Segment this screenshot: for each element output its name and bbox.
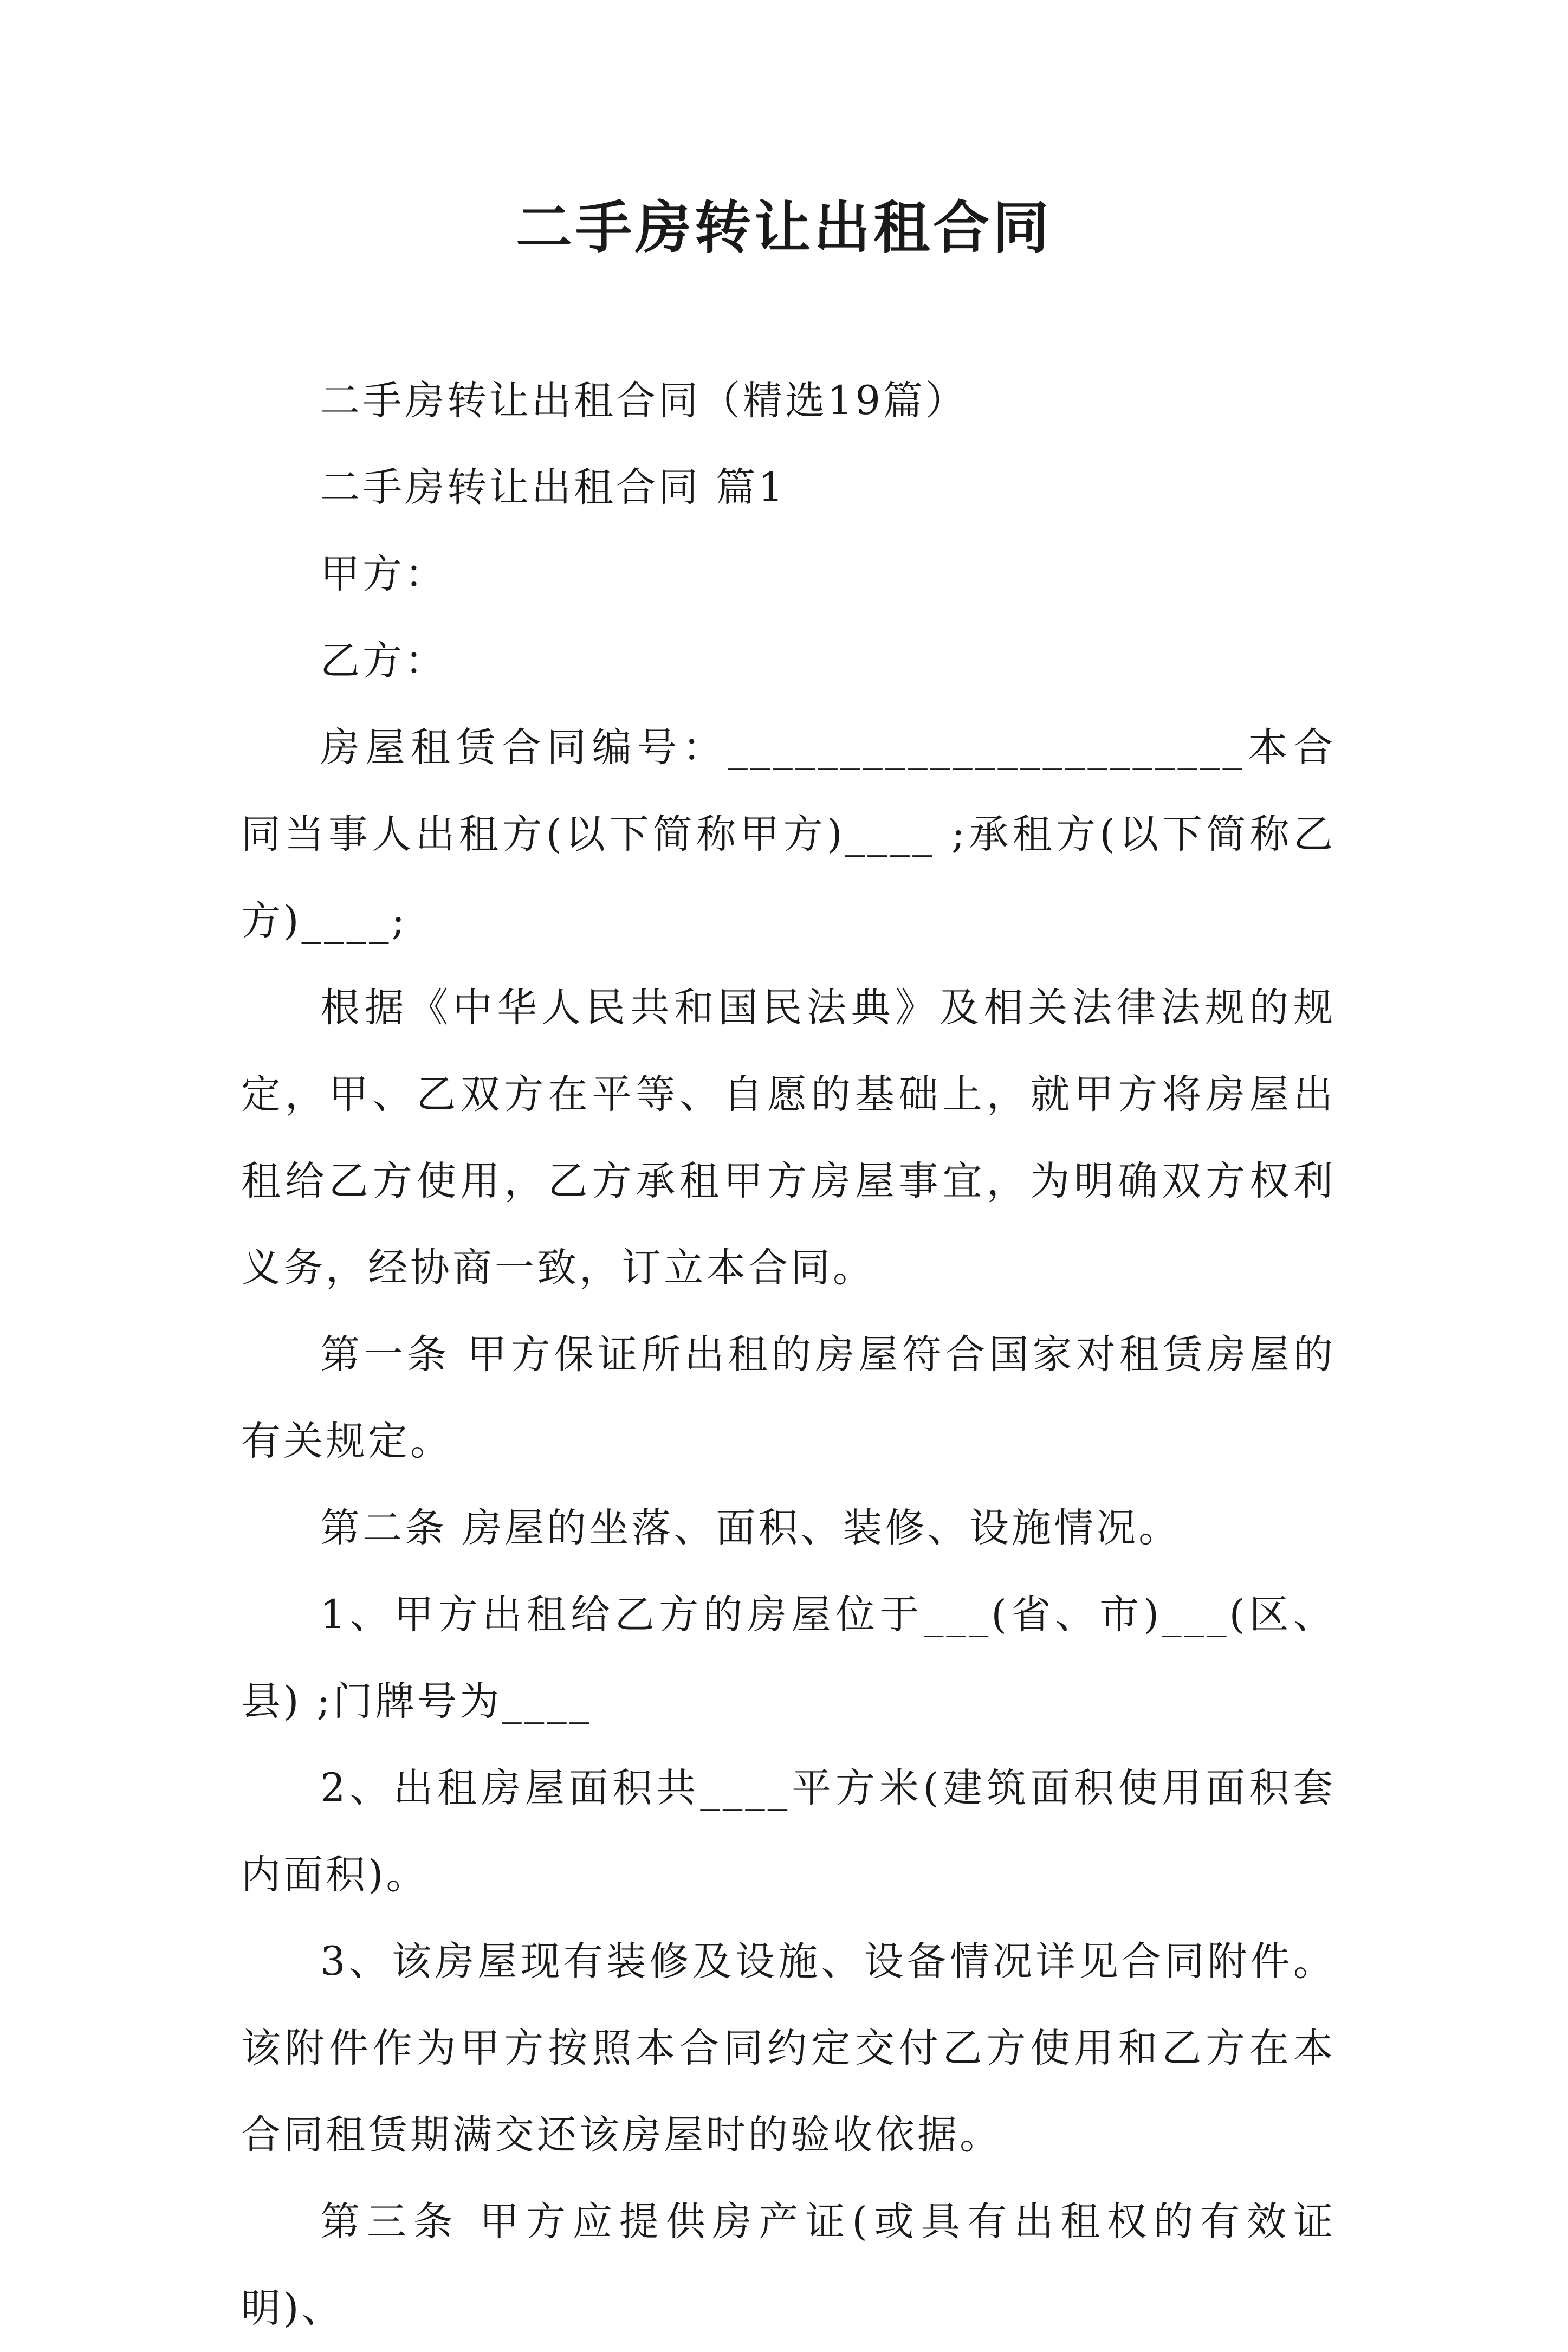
article-1-paragraph: 第一条 甲方保证所出租的房屋符合国家对租赁房屋的有关规定。 bbox=[241, 1332, 1336, 1464]
section-heading: 二手房转让出租合同 篇1 bbox=[320, 464, 786, 511]
document-title: 二手房转让出租合同 bbox=[515, 195, 1052, 261]
preamble-paragraph: 根据《中华人民共和国民法典》及相关法律法规的规定，甲、乙双方在平等、自愿的基础上，就甲方将房屋出租给乙方使用，乙方承租甲方房屋事宜，为明确双方权利义务，经协商一致，订立本合同。 bbox=[241, 985, 1336, 1291]
document-body bbox=[241, 358, 1336, 2352]
article-2-paragraph: 第二条 房屋的坐落、面积、装修、设施情况。 bbox=[320, 1505, 1181, 1551]
article-2-item-1: 1、甲方出租给乙方的房屋位于___(省、市)___(区、县) ;门牌号为____ bbox=[241, 1592, 1336, 1724]
party-a-line: 甲方： bbox=[320, 551, 447, 597]
party-b-line: 乙方： bbox=[320, 638, 447, 684]
contract-number-paragraph: 房屋租赁合同编号：_______________________本合同当事人出租方(以下简称甲方)____ ;承租方(以下简称乙方)____; bbox=[241, 725, 1336, 944]
article-2-item-3: 3、该房屋现有装修及设施、设备情况详见合同附件。该附件作为甲方按照本合同约定交付乙方使用和乙方在本合同租赁期满交还该房屋时的验收依据。 bbox=[241, 1939, 1336, 2158]
article-3-paragraph: 第三条 甲方应提供房产证(或具有出租权的有效证明)、 bbox=[241, 2199, 1336, 2331]
article-2-item-2: 2、出租房屋面积共____平方米(建筑面积使用面积套内面积)。 bbox=[241, 1765, 1336, 1898]
document-subtitle: 二手房转让出租合同（精选19篇） bbox=[320, 378, 968, 424]
